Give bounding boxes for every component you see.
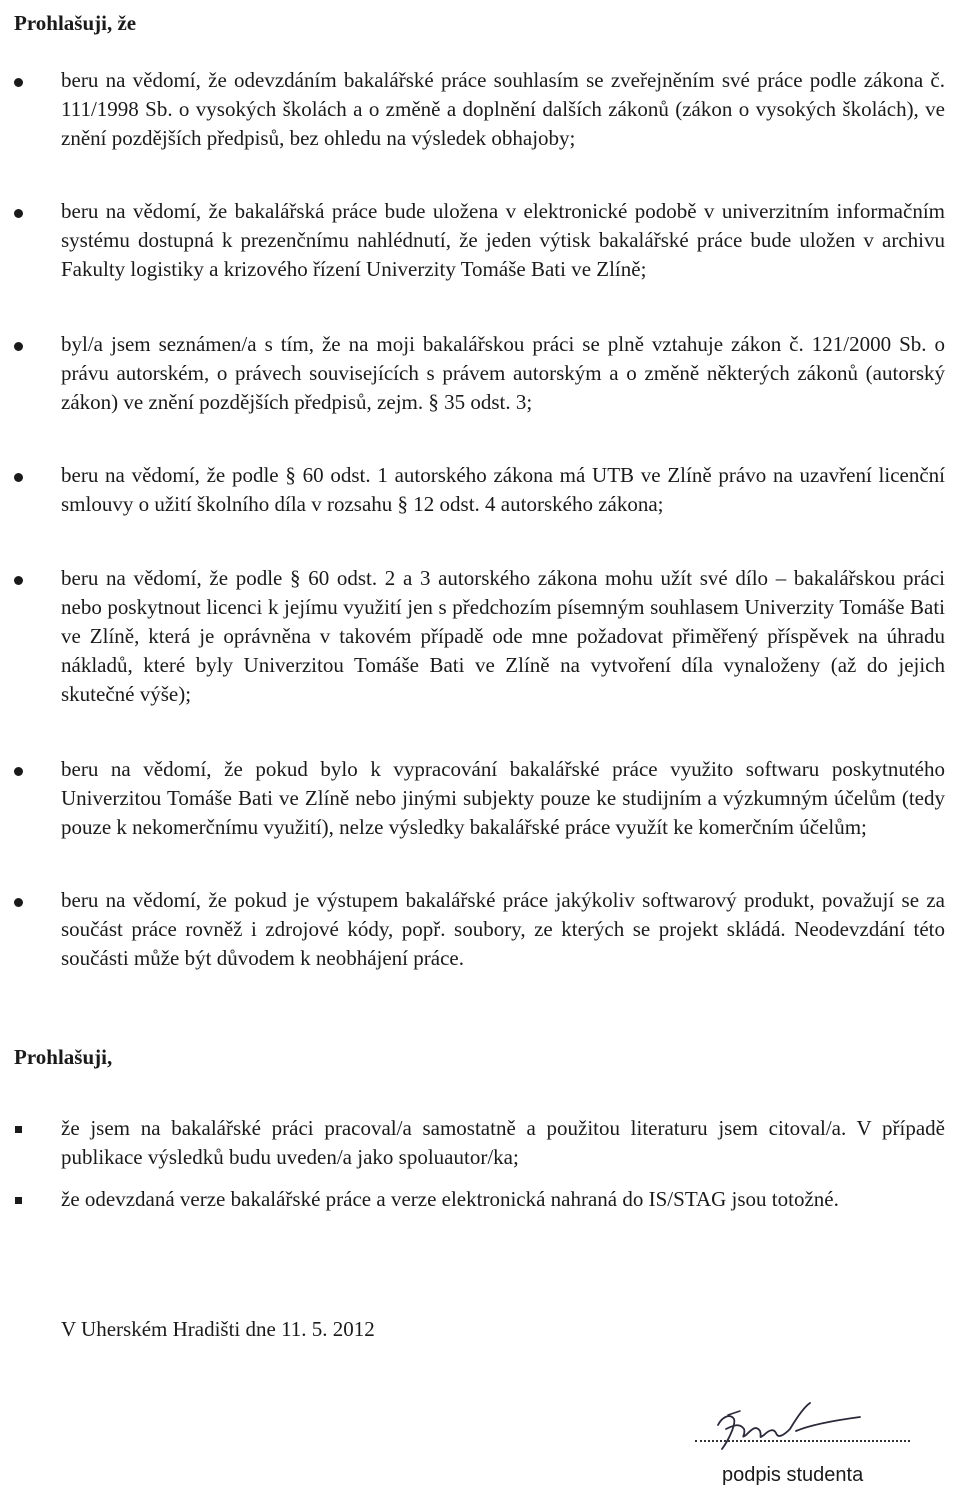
section-heading-declaration-2: Prohlašuji, xyxy=(14,1045,113,1069)
list-item-text: že jsem na bakalářské práci pracoval/a samostatně a použitou literaturu jsem citoval/a. V případě publikace výsledků budu uveden/a jako spoluautor/ka; xyxy=(61,1116,945,1169)
list-item-text: beru na vědomí, že pokud je výstupem bakalářské práce jakýkoliv softwarový produkt, považují se za součást práce rovněž i zdrojové kódy, popř. soubory, ze kterých se projekt skládá. Neodevzdání této součásti může být důvodem k neobhájení práce. xyxy=(61,888,945,970)
section-heading-declaration: Prohlašuji, že xyxy=(14,11,137,35)
bullet-dot-icon xyxy=(14,473,23,482)
bullet-square-icon xyxy=(15,1197,22,1204)
bullet-dot-icon xyxy=(14,342,23,351)
bullet-dot-icon xyxy=(14,576,23,585)
list-item-text: beru na vědomí, že bakalářská práce bude uložena v elektronické podobě v univerzitním informačním systému dostupná k prezenčnímu nahlédnutí, že jeden výtisk bakalářské práce bude uložen v archivu Fakulty logistiky a krizového řízení Univerzity Tomáše Bati ve Zlíně; xyxy=(61,199,945,281)
bullet-dot-icon xyxy=(14,898,23,907)
bullet-dot-icon xyxy=(14,78,23,87)
list-item-text: beru na vědomí, že odevzdáním bakalářské práce souhlasím se zveřejněním své práce podle zákona č. 111/1998 Sb. o vysokých školách a o změně a doplnění dalších zákonů (zákon o vysokých školách), ve znění pozdějších předpisů, bez ohledu na výsledek obhajoby; xyxy=(61,68,945,150)
bullet-dot-icon xyxy=(14,209,23,218)
signature-line xyxy=(695,1440,910,1442)
bullet-dot-icon xyxy=(14,767,23,776)
list-item-text: beru na vědomí, že pokud bylo k vypracování bakalářské práce využito softwaru poskytnutého Univerzitou Tomáše Bati ve Zlíně nebo jinými subjekty pouze ke studijním a výzkumným účelům (tedy pouze k nekomerčnímu využití), nelze výsledky bakalářské práce využít ke komerčním účelům; xyxy=(61,757,945,839)
list-item-text: byl/a jsem seznámen/a s tím, že na moji bakalářskou práci se plně vztahuje zákon č. 121/2000 Sb. o právu autorském, o právech souvisejících s právem autorským a o změně některých zákonů (autorský zákon) ve znění pozdějších předpisů, zejm. § 35 odst. 3; xyxy=(61,332,945,414)
list-item-text: že odevzdaná verze bakalářské práce a verze elektronická nahraná do IS/STAG jsou totožné. xyxy=(61,1187,839,1211)
bullet-square-icon xyxy=(15,1126,22,1133)
list-item-text: beru na vědomí, že podle § 60 odst. 1 autorského zákona má UTB ve Zlíně právo na uzavření licenční smlouvy o užití školního díla v rozsahu § 12 odst. 4 autorského zákona; xyxy=(61,463,945,516)
place-and-date: V Uherském Hradišti dne 11. 5. 2012 xyxy=(61,1317,375,1341)
signature-icon xyxy=(700,1395,870,1455)
list-item-text: beru na vědomí, že podle § 60 odst. 2 a 3 autorského zákona mohu užít své dílo – bakalářskou práci nebo poskytnout licenci k jejímu využití jen s předchozím písemným souhlasem Univerzity Tomáše Bati ve Zlíně, která je oprávněna v takovém případě ode mne požadovat přiměřený příspěvek na úhradu nákladů, které byly Univerzitou Tomáše Bati ve Zlíně na vytvoření díla vynaloženy (až do jejich skutečné výše); xyxy=(61,566,945,706)
signature-label: podpis studenta xyxy=(722,1464,864,1486)
